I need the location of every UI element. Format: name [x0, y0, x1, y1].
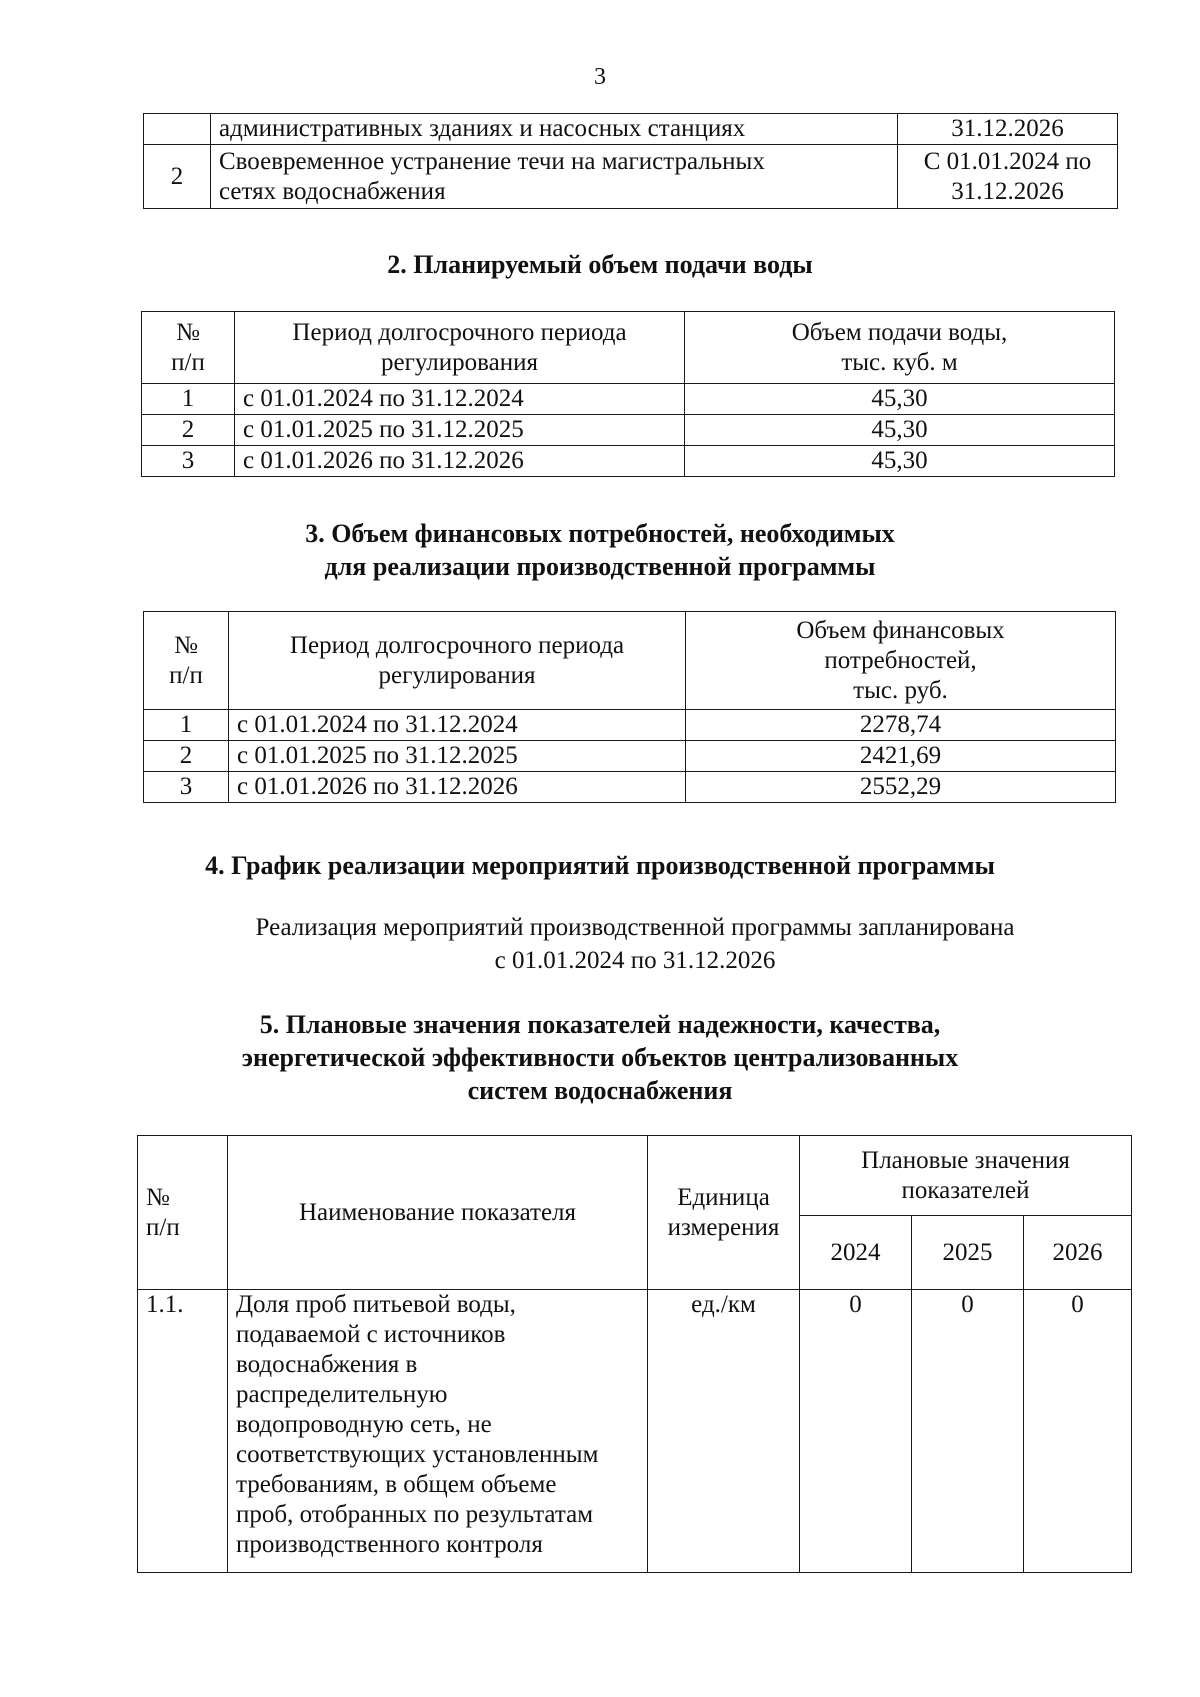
header-line: Период долгосрочного периода [289, 631, 625, 659]
measure-date-line: 31.12.2026 [951, 177, 1064, 205]
indicator-unit: ед./км [648, 1290, 800, 1573]
section5-title-line: энергетической эффективности объектов централизованных [241, 1043, 959, 1072]
table-row [142, 384, 1115, 415]
section5-title-line: 5. Плановые значения показателей надежности, качества, [259, 1010, 941, 1039]
section3-title-line: 3. Объем финансовых потребностей, необходимых [305, 519, 895, 548]
header-line: тыс. куб. м [841, 348, 958, 376]
row-value: 45,30 [685, 415, 1115, 446]
header-financial [686, 612, 1116, 710]
header-line: п/п [169, 661, 203, 689]
indicator-name-line: соответствующих установленным [236, 1441, 599, 1468]
measure-date [898, 145, 1118, 209]
header-line: Плановые значения [861, 1146, 1070, 1174]
header-line: Единица [677, 1183, 770, 1211]
row-value: 2421,69 [686, 741, 1116, 772]
measures-table-continuation [143, 113, 1118, 209]
indicator-name-line: водоснабжения в [236, 1351, 418, 1378]
row-number: 3 [144, 772, 229, 803]
row-number [144, 114, 211, 145]
indicator-name-line: требованиям, в общем объеме [236, 1471, 557, 1498]
section4-text-line: с 01.01.2024 по 31.12.2026 [494, 947, 776, 974]
header-line: Объем финансовых [796, 616, 1005, 644]
header-line: № [174, 631, 198, 659]
section5-title-line: систем водоснабжения [467, 1076, 733, 1105]
row-number: 1 [142, 384, 235, 415]
section5-title [0, 1008, 1200, 1107]
header-unit [648, 1136, 800, 1290]
row-period: с 01.01.2026 по 31.12.2026 [229, 772, 686, 803]
table-row [138, 1290, 1132, 1573]
section2-title: 2. Планируемый объем подачи воды [387, 250, 813, 279]
indicator-name-line: подаваемой с источников [236, 1321, 506, 1348]
header-line: п/п [146, 1213, 180, 1241]
header-line: регулирования [378, 661, 536, 689]
row-value: 2278,74 [686, 710, 1116, 741]
header-line: п/п [171, 348, 205, 376]
measure-date: 31.12.2026 [898, 114, 1118, 145]
header-period [229, 612, 686, 710]
measure-date-line: С 01.01.2024 по [923, 147, 1092, 175]
header-line: Период долгосрочного периода [292, 318, 627, 346]
header-line: измерения [667, 1213, 780, 1241]
measure-text [211, 145, 898, 209]
table-row [142, 446, 1115, 477]
header-num [138, 1136, 228, 1290]
header-line: тыс. руб. [853, 676, 948, 704]
header-num [144, 612, 229, 710]
indicator-name-line: водопроводную сеть, не [236, 1411, 492, 1438]
header-line: показателей [901, 1176, 1030, 1204]
page-number: 3 [594, 64, 606, 90]
indicator-name-line: Доля проб питьевой воды, [236, 1291, 516, 1318]
row-number: 2 [144, 145, 211, 209]
section3-title-line: для реализации производственной программы [324, 552, 876, 581]
indicator-name [228, 1290, 648, 1573]
table-header-row [138, 1136, 1132, 1216]
row-number: 2 [142, 415, 235, 446]
row-period: с 01.01.2024 по 31.12.2024 [229, 710, 686, 741]
row-number: 2 [144, 741, 229, 772]
indicator-name-line: проб, отобранных по результатам [236, 1501, 594, 1528]
section4-title: 4. График реализации мероприятий производственной программы [205, 851, 995, 880]
header-num [142, 312, 235, 384]
row-value: 45,30 [685, 384, 1115, 415]
header-line: № [146, 1183, 170, 1211]
header-line: Объем подачи воды, [791, 318, 1008, 346]
header-year-2026: 2026 [1024, 1216, 1132, 1290]
section3-title [0, 517, 1200, 583]
row-number: 1.1. [138, 1290, 228, 1573]
header-volume [685, 312, 1115, 384]
indicator-value-2026: 0 [1024, 1290, 1132, 1573]
row-number: 1 [144, 710, 229, 741]
table-row [144, 710, 1116, 741]
measure-text: административных зданиях и насосных станциях [211, 114, 898, 145]
row-period: с 01.01.2024 по 31.12.2024 [235, 384, 685, 415]
header-period [235, 312, 685, 384]
table-row [144, 145, 1118, 209]
table-row [144, 114, 1118, 145]
table-header-row [144, 612, 1116, 710]
header-line: регулирования [381, 348, 538, 376]
indicator-value-2024: 0 [800, 1290, 912, 1573]
header-line: № [176, 318, 200, 346]
row-value: 45,30 [685, 446, 1115, 477]
section4-text-line: Реализация мероприятий производственной программы запланирована [255, 914, 1015, 941]
row-period: с 01.01.2025 по 31.12.2025 [235, 415, 685, 446]
financial-needs-table [143, 611, 1116, 803]
section4-text [35, 911, 1200, 977]
header-indicator-name: Наименование показателя [228, 1136, 648, 1290]
indicators-table [137, 1135, 1132, 1573]
header-plan-values [800, 1136, 1132, 1216]
measure-text-line: Своевременное устранение течи на магистральных [219, 147, 765, 175]
measure-text-line: сетях водоснабжения [219, 177, 446, 205]
table-header-row [142, 312, 1115, 384]
indicator-value-2025: 0 [912, 1290, 1024, 1573]
row-period: с 01.01.2026 по 31.12.2026 [235, 446, 685, 477]
indicator-name-line: производственного контроля [236, 1531, 543, 1558]
row-number: 3 [142, 446, 235, 477]
header-year-2024: 2024 [800, 1216, 912, 1290]
table-row [142, 415, 1115, 446]
header-line: потребностей, [824, 646, 977, 674]
table-row [144, 772, 1116, 803]
row-period: с 01.01.2025 по 31.12.2025 [229, 741, 686, 772]
water-volume-table [141, 311, 1115, 477]
header-year-2025: 2025 [912, 1216, 1024, 1290]
row-value: 2552,29 [686, 772, 1116, 803]
table-row [144, 741, 1116, 772]
indicator-name-line: распределительную [236, 1381, 448, 1408]
